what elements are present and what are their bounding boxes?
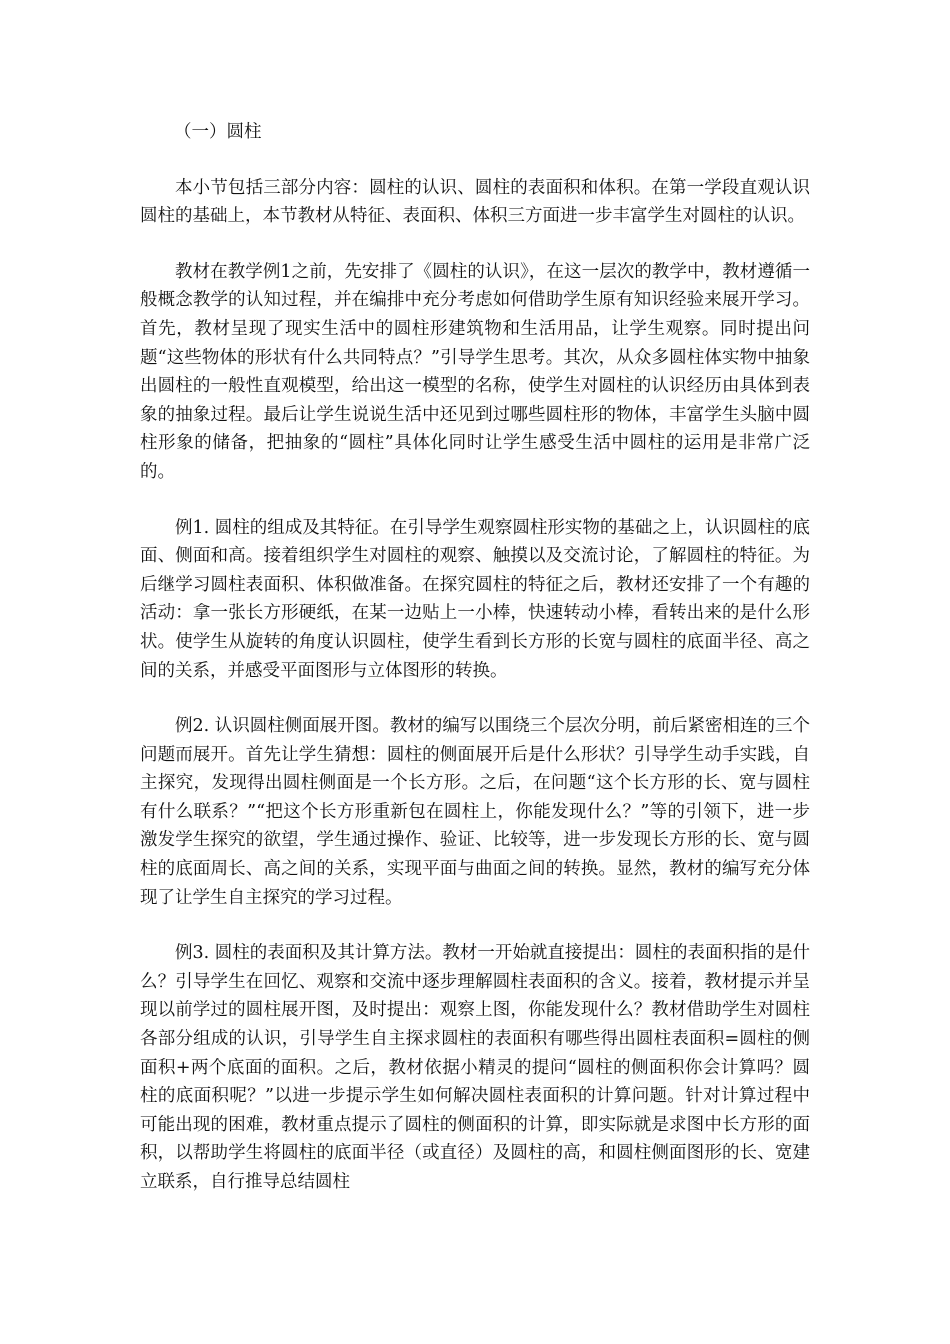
section-heading: （一）圆柱 bbox=[174, 122, 262, 142]
paragraph-intro: 本小节包括三部分内容：圆柱的认识、圆柱的表面积和体积。在第一学段直观认识圆柱的基础上，本节教材从特征、表面积、体积三方面进一步丰富学生对圆柱的认识。 bbox=[140, 177, 810, 227]
document-body bbox=[140, 118, 810, 1224]
paragraph-example-1: 例1. 圆柱的组成及其特征。在引导学生观察圆柱形实物的基础之上，认识圆柱的底面、侧面和高。接着组织学生对圆柱的观察、触摸以及交流讨论，了解圆柱的特征。为后继学习圆柱表面积、体积做准备。在探究圆柱的特征之后，教材还安排了一个有趣的活动：拿一张长方形硬纸，在某一边贴上一小棒，快速转动小棒，看转出来的是什么形状。使学生从旋转的角度认识圆柱，使学生看到长方形的长宽与圆柱的底面半径、高之间的关系，并感受平面图形与立体图形的转换。 bbox=[140, 517, 810, 681]
paragraph-example-3: 例3. 圆柱的表面积及其计算方法。教材一开始就直接提出：圆柱的表面积指的是什么？引导学生在回忆、观察和交流中逐步理解圆柱表面积的含义。接着，教材提示并呈现以前学过的圆柱展开图，及时提出：观察上图，你能发现什么？教材借助学生对圆柱各部分组成的认识，引导学生自主探求圆柱的表面积有哪些得出圆柱表面积=圆柱的侧面积+两个底面的面积。之后，教材依据小精灵的提问“圆柱的侧面积你会计算吗？圆柱的底面积呢？”以进一步提示学生如何解决圆柱表面积的计算问题。针对计算过程中可能出现的困难，教材重点提示了圆柱的侧面积的计算，即实际就是求图中长方形的面积，以帮助学生将圆柱的底面半径（或直径）及圆柱的高，和圆柱侧面图形的长、宽建立联系，自行推导总结圆柱 bbox=[140, 943, 810, 1192]
paragraph-cylinder-recognition: 教材在教学例1之前，先安排了《圆柱的认识》，在这一层次的教学中，教材遵循一般概念教学的认知过程，并在编排中充分考虑如何借助学生原有知识经验来展开学习。首先，教材呈现了现实生活中的圆柱形建筑物和生活用品，让学生观察。同时提出问题“这些物体的形状有什么共同特点？”引导学生思考。其次，从众多圆柱体实物中抽象出圆柱的一般性直观模型，给出这一模型的名称，使学生对圆柱的认识经历由具体到表象的抽象过程。最后让学生说说生活中还见到过哪些圆柱形的物体，丰富学生头脑中圆柱形象的储备，把抽象的“圆柱”具体化同时让学生感受生活中圆柱的运用是非常广泛的。 bbox=[140, 261, 810, 482]
paragraph-example-2: 例2. 认识圆柱侧面展开图。教材的编写以围绕三个层次分明，前后紧密相连的三个问题而展开。首先让学生猜想：圆柱的侧面展开后是什么形状？引导学生动手实践，自主探究，发现得出圆柱侧面是一个长方形。之后，在问题“这个长方形的长、宽与圆柱有什么联系？”“把这个长方形重新包在圆柱上，你能发现什么？”等的引领下，进一步激发学生探究的欲望，学生通过操作、验证、比较等，进一步发现长方形的长、宽与圆柱的底面周长、高之间的关系，实现平面与曲面之间的转换。显然，教材的编写充分体现了让学生自主探究的学习过程。 bbox=[140, 716, 810, 908]
